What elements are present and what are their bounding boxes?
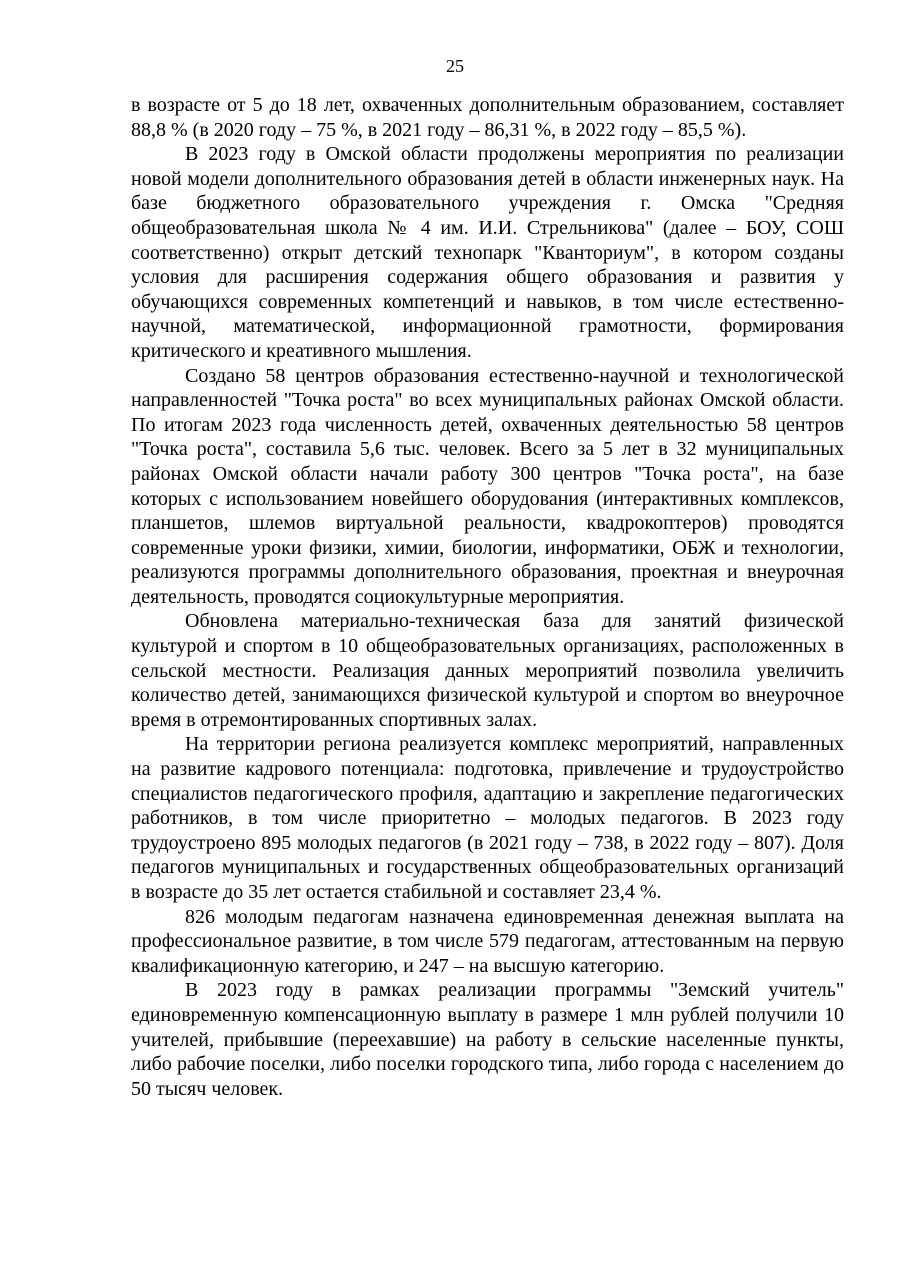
- document-body: [131, 93, 844, 1101]
- paragraph-personnel: На территории региона реализуется комплекс мероприятий, направленных на развитие кадрового потенциала: подготовка, привлечение и трудоустройство специалистов педагогического профиля, адаптацию и закрепление педагогических работников, в том числе приоритетно – молодых педагогов. В 2023 году трудоустроено 895 молодых педагогов (в 2021 году – 738, в 2022 году – 807). Доля педагогов муниципальных и государственных общеобразовательных организаций в возрасте до 35 лет остается стабильной и составляет 23,4 %.: [131, 733, 844, 903]
- paragraph-tochka-rosta: Создано 58 центров образования естественно-научной и технологической направленностей "Точка роста" во всех муниципальных районах Омской области. По итогам 2023 года численность детей, охваченных деятельностью 58 центров "Точка роста", составила 5,6 тыс. человек. Всего за 5 лет в 32 муниципальных районах Омской области начали работу 300 центров "Точка роста", на базе которых с использованием новейшего оборудования (интерактивных комплексов, планшетов, шлемов виртуальной реальности, квадрокоптеров) проводятся современные уроки физики, химии, биологии, информатики, ОБЖ и технологии, реализуются программы дополнительного образования, проектная и внеурочная деятельность, проводятся социокультурные мероприятия.: [131, 364, 844, 608]
- paragraph-zemsky-uchitel: В 2023 году в рамках реализации программы "Земский учитель" единовременную компенсационную выплату в размере 1 млн рублей получили 10 учителей, прибывшие (переехавшие) на работу в сельские населенные пункты, либо рабочие поселки, либо поселки городского типа, либо города с населением до 50 тысяч человек.: [131, 979, 844, 1100]
- paragraph-young-teachers-payment: 826 молодым педагогам назначена единовременная денежная выплата на профессиональное развитие, в том числе 579 педагогам, аттестованным на первую квалификационную категорию, и 247 – на высшую категорию.: [131, 905, 844, 977]
- paragraph-kvantorium: В 2023 году в Омской области продолжены мероприятия по реализации новой модели дополнительного образования детей в области инженерных наук. На базе бюджетного образовательного учреждения г. Омска "Средняя общеобразовательная школа № 4 им. И.И. Стрельникова" (далее – БОУ, СОШ соответственно) открыт детский технопарк "Кванториум", в котором созданы условия для расширения содержания общего образования и развития у обучающихся современных компетенций и навыков, в том числе естественно-научной, математической, информационной грамотности, формирования критического и креативного мышления.: [131, 143, 844, 362]
- paragraph-continuation: в возрасте от 5 до 18 лет, охваченных дополнительным образованием, составляет 88,8 % (в 2020 году – 75 %, в 2021 году – 86,31 %, в 2022 году – 85,5 %).: [131, 94, 844, 141]
- page-number: 25: [446, 56, 464, 76]
- paragraph-sport-base: Обновлена материально-техническая база для занятий физической культурой и спортом в 10 общеобразовательных организациях, расположенных в сельской местности. Реализация данных мероприятий позволила увеличить количество детей, занимающихся физической культурой и спортом во внеурочное время в отремонтированных спортивных залах.: [131, 610, 844, 731]
